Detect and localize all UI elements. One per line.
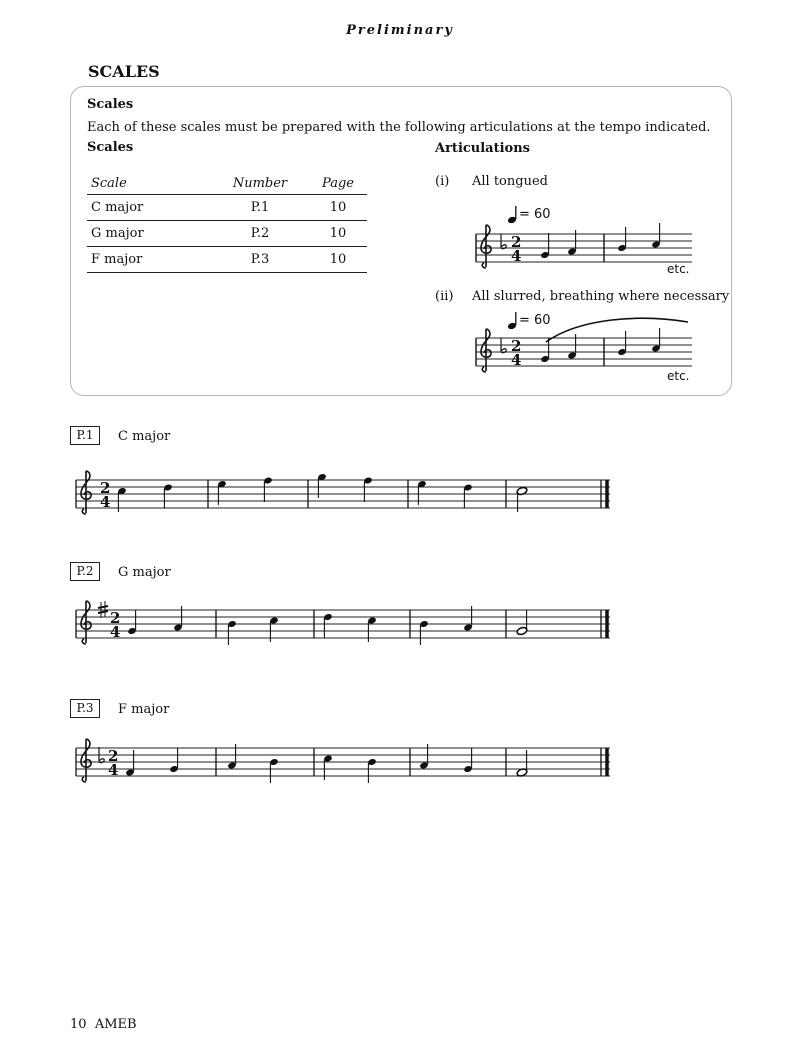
exercise-name: F major bbox=[118, 702, 170, 717]
svg-text:2: 2 bbox=[108, 747, 119, 765]
table-cell: C major bbox=[87, 195, 211, 221]
exercise-staff-c-major bbox=[74, 460, 614, 520]
table-cell: P.2 bbox=[211, 221, 309, 247]
section-title: SCALES bbox=[88, 62, 160, 81]
table-row bbox=[87, 195, 367, 221]
table-cell: G major bbox=[87, 221, 211, 247]
page-number: 10 bbox=[70, 1017, 87, 1032]
box-description: Each of these scales must be prepared with the following articulations at the tempo indicated. bbox=[87, 120, 711, 135]
articulation-staff-2 bbox=[470, 318, 700, 370]
table-row bbox=[87, 221, 367, 247]
exercise-staff-g-major bbox=[74, 594, 614, 654]
column-header: Page bbox=[309, 172, 367, 195]
scales-table bbox=[87, 172, 367, 273]
sharp-icon bbox=[98, 601, 108, 618]
page-footer bbox=[70, 1017, 137, 1032]
etc-label: etc. bbox=[667, 262, 690, 276]
articulation-staff-1 bbox=[470, 220, 700, 272]
tempo-mark: = 60 bbox=[519, 207, 551, 222]
svg-text:4: 4 bbox=[100, 493, 111, 511]
scales-subheading: Scales bbox=[87, 140, 134, 155]
articulation-text: All tongued bbox=[472, 174, 548, 189]
exercise-name: G major bbox=[118, 565, 171, 580]
svg-text:4: 4 bbox=[108, 761, 119, 779]
exercise-label: P.3 bbox=[70, 699, 100, 718]
publisher: AMEB bbox=[94, 1017, 137, 1032]
articulation-number: (i) bbox=[435, 174, 450, 189]
column-header: Scale bbox=[87, 172, 211, 195]
svg-text:4: 4 bbox=[110, 623, 121, 641]
articulation-number: (ii) bbox=[435, 289, 454, 304]
column-header: Number bbox=[211, 172, 309, 195]
svg-text:2: 2 bbox=[511, 233, 522, 251]
svg-text:4: 4 bbox=[511, 351, 522, 369]
table-row bbox=[87, 247, 367, 273]
table-cell: 10 bbox=[309, 247, 367, 273]
svg-text:2: 2 bbox=[511, 337, 522, 355]
svg-text:2: 2 bbox=[100, 479, 111, 497]
exercise-staff-f-major bbox=[74, 730, 614, 792]
svg-text:4: 4 bbox=[511, 247, 522, 265]
running-header: Preliminary bbox=[346, 23, 454, 38]
table-header-row bbox=[87, 172, 367, 195]
exercise-label: P.2 bbox=[70, 562, 100, 581]
table-cell: P.1 bbox=[211, 195, 309, 221]
articulation-text: All slurred, breathing where necessary bbox=[472, 289, 730, 304]
table-cell: 10 bbox=[309, 195, 367, 221]
articulations-heading: Articulations bbox=[435, 141, 530, 156]
table-cell: 10 bbox=[309, 221, 367, 247]
box-heading: Scales bbox=[87, 97, 134, 112]
svg-text:2: 2 bbox=[110, 609, 121, 627]
tempo-mark: = 60 bbox=[519, 313, 551, 328]
table-cell: P.3 bbox=[211, 247, 309, 273]
table-cell: F major bbox=[87, 247, 211, 273]
etc-label: etc. bbox=[667, 369, 690, 383]
exercise-label: P.1 bbox=[70, 426, 100, 445]
exercise-name: C major bbox=[118, 429, 171, 444]
